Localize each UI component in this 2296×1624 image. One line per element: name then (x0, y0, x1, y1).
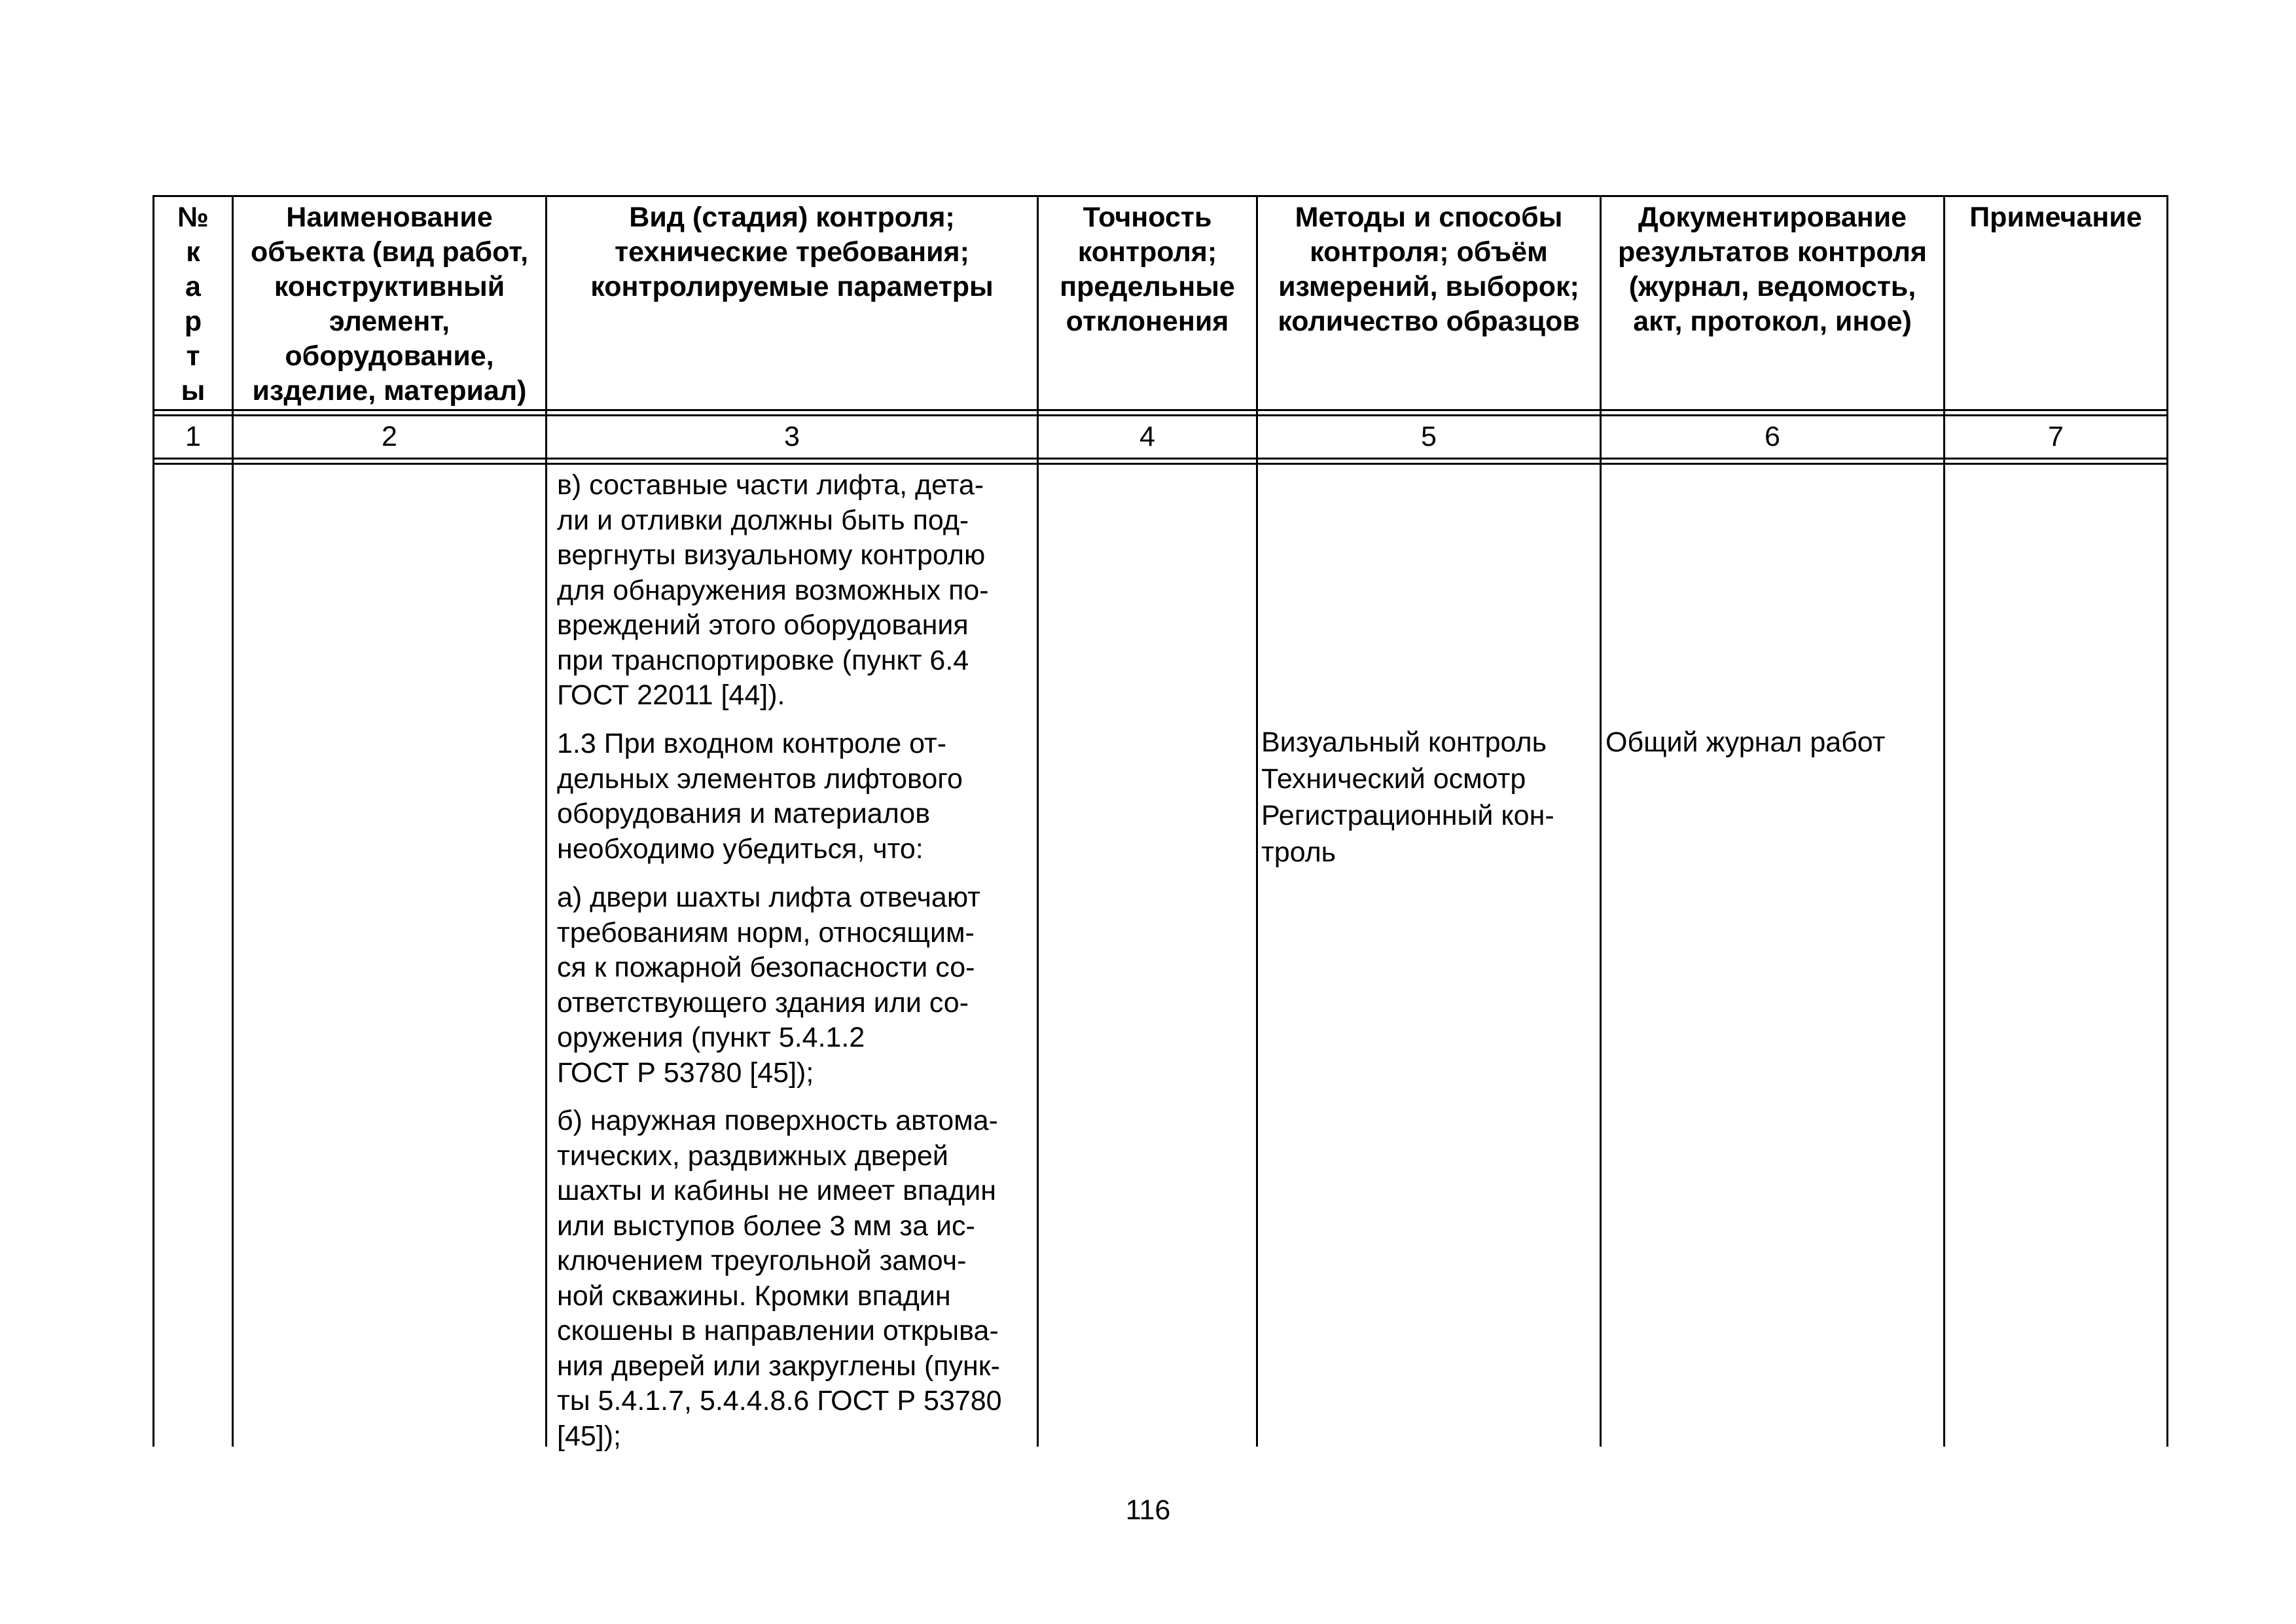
column-divider (1256, 195, 1258, 1447)
control-methods: Визуальный контроль Технический осмотр Регистрационный кон- троль (1261, 727, 1554, 868)
requirement-paragraph: а) двери шахты лифта отвечают требованиям норм, относящим- ся к пожарной безопасности со- ответствующего здания или со- оружения (пункт 5.4.1.2 ГОСТ Р 53780 [45]); (557, 882, 980, 1089)
requirement-paragraph: в) составные части лифта, дета- ли и отливки должны быть под- вергнуты визуальному контролю для обнаружения возможных по- вреждений этого оборудования при транспортировке (пункт 6.4 ГОСТ 22011 [44]). (557, 469, 989, 711)
number-row-divider (152, 458, 2168, 460)
header-documentation: Документирование результатов контроля (журнал, ведомость, акт, протокол, иное) (1617, 202, 1928, 337)
column-number: 2 (382, 421, 397, 452)
requirement-paragraph: 1.3 При входном контроле от- дельных элементов лифтового оборудования и материалов необходимо убедиться, что: (557, 728, 963, 865)
documentation-journal: Общий журнал работ (1605, 727, 1886, 758)
header-accuracy: Точность контроля; предельные отклонения (1060, 202, 1235, 337)
table-border-right (2166, 195, 2168, 1447)
column-divider (1600, 195, 1602, 1447)
table-border-top (152, 195, 2168, 197)
header-note: Примечание (1969, 202, 2142, 233)
page-number: 116 (1125, 1494, 1171, 1526)
column-number: 3 (784, 421, 800, 452)
header-methods: Методы и способы контроля; объём измерений, выборок; количество образцов (1278, 202, 1580, 337)
header-divider (152, 409, 2168, 411)
control-table (152, 195, 2168, 1452)
header-object-name: Наименование объекта (вид работ, конструктивный элемент, оборудование, изделие, материал) (250, 202, 529, 406)
requirement-paragraph: б) наружная поверхность автома- тических, раздвижных дверей шахты и кабины не имеет впадин или выступов более 3 мм за ис- ключением треугольной замоч- ной скважины. Кромки впадин скошены в направлении открыва- ния дверей или закруглены (пунк- ты 5.4.1.7, 5.4.4.8.6 ГОСТ Р 53780 [45]); (557, 1105, 1002, 1452)
column-divider (1943, 195, 1945, 1447)
column-number: 4 (1139, 421, 1155, 452)
number-row-divider (152, 463, 2168, 465)
column-divider (545, 195, 547, 1447)
column-number: 6 (1765, 421, 1780, 452)
header-card-number: № к а р т ы (177, 202, 209, 406)
column-number: 7 (2048, 421, 2064, 452)
column-number: 5 (1421, 421, 1437, 452)
header-divider (152, 414, 2168, 416)
header-control-type: Вид (стадия) контроля; технические требования; контролируемые параметры (590, 202, 994, 302)
column-number: 1 (185, 421, 201, 452)
